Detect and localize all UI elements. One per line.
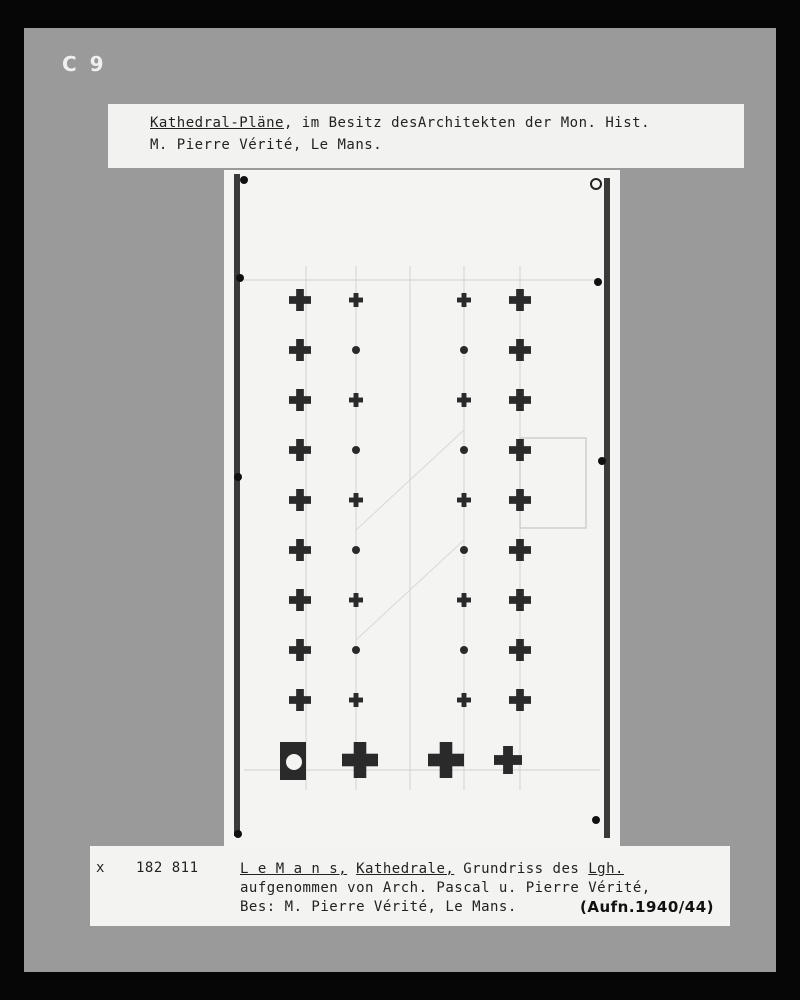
- facade-pier-center-left: [342, 754, 378, 767]
- pin-hole: [234, 473, 242, 481]
- catalog-number: 182 811: [136, 860, 199, 876]
- caption-line-3: Bes: M. Pierre Vérité, Le Mans.: [240, 899, 517, 915]
- nave-pier-left: [349, 598, 363, 603]
- outer-pier-left: [289, 646, 311, 654]
- bottom-caption-label: [90, 846, 730, 926]
- pin-hole: [236, 274, 244, 282]
- nave-column-left: [352, 646, 360, 654]
- pin-hole: [240, 176, 248, 184]
- top-caption-rest: , im Besitz desArchitekten der Mon. Hist.: [283, 115, 651, 131]
- nave-column-right: [460, 546, 468, 554]
- outer-pier-left: [289, 296, 311, 304]
- facade-pier-right: [494, 755, 522, 765]
- caption-building: Kathedrale,: [356, 861, 455, 877]
- nave-pier-right: [457, 598, 471, 603]
- outer-pier-left: [289, 696, 311, 704]
- outer-pier-left: [289, 446, 311, 454]
- outer-pier-right: [509, 396, 531, 404]
- pin-hole: [598, 457, 606, 465]
- outer-pier-right: [509, 596, 531, 604]
- nave-pier-left: [349, 698, 363, 703]
- outer-pier-right: [509, 446, 531, 454]
- caption-line-1: [240, 860, 651, 879]
- nave-column-left: [352, 446, 360, 454]
- floor-plan-drawing: [224, 170, 620, 846]
- outer-pier-right: [509, 346, 531, 354]
- nave-pier-right: [457, 498, 471, 503]
- top-caption-label: [108, 104, 744, 168]
- pier-group: [280, 289, 531, 780]
- top-caption-line-1: [150, 112, 744, 134]
- caption-line-2: aufgenommen von Arch. Pascal u. Pierre Vérité,: [240, 880, 651, 896]
- outer-pier-right: [509, 646, 531, 654]
- nave-pier-left: [349, 298, 363, 303]
- plan-left-edge: [234, 174, 240, 836]
- outer-pier-right: [509, 496, 531, 504]
- pin-hole: [234, 830, 242, 838]
- outer-pier-right: [509, 696, 531, 704]
- outer-pier-right: [509, 296, 531, 304]
- outer-pier-left: [289, 546, 311, 554]
- nave-column-right: [460, 646, 468, 654]
- nave-column-right: [460, 446, 468, 454]
- caption-abbr: Lgh.: [588, 861, 624, 877]
- pin-hole: [592, 816, 600, 824]
- nave-pier-left: [349, 498, 363, 503]
- nave-pier-right: [457, 398, 471, 403]
- outer-pier-right: [509, 546, 531, 554]
- catalog-marker: x: [96, 860, 105, 876]
- outer-pier-left: [289, 396, 311, 404]
- outer-pier-left: [289, 596, 311, 604]
- plan-right-edge: [604, 178, 610, 838]
- facade-pier-center-right: [428, 754, 464, 767]
- nave-pier-right: [457, 698, 471, 703]
- nave-column-left: [352, 346, 360, 354]
- top-caption-line-2: M. Pierre Vérité, Le Mans.: [150, 137, 383, 153]
- archive-card: [24, 28, 776, 972]
- facade-stair: [286, 754, 302, 770]
- nave-column-right: [460, 346, 468, 354]
- top-caption-title: Kathedral-Pläne: [150, 115, 284, 131]
- nave-pier-left: [349, 398, 363, 403]
- pin-hole: [594, 278, 602, 286]
- outer-pier-left: [289, 346, 311, 354]
- floor-plan-sheet: [224, 170, 620, 846]
- card-code: C 9: [62, 52, 107, 76]
- caption-place: L e M a n s,: [240, 861, 348, 877]
- nave-pier-right: [457, 298, 471, 303]
- outer-pier-left: [289, 496, 311, 504]
- caption-desc: Grundriss des: [454, 861, 589, 877]
- photo-date-note: (Aufn.1940/44): [580, 898, 715, 916]
- pin-hole: [591, 179, 601, 189]
- nave-column-left: [352, 546, 360, 554]
